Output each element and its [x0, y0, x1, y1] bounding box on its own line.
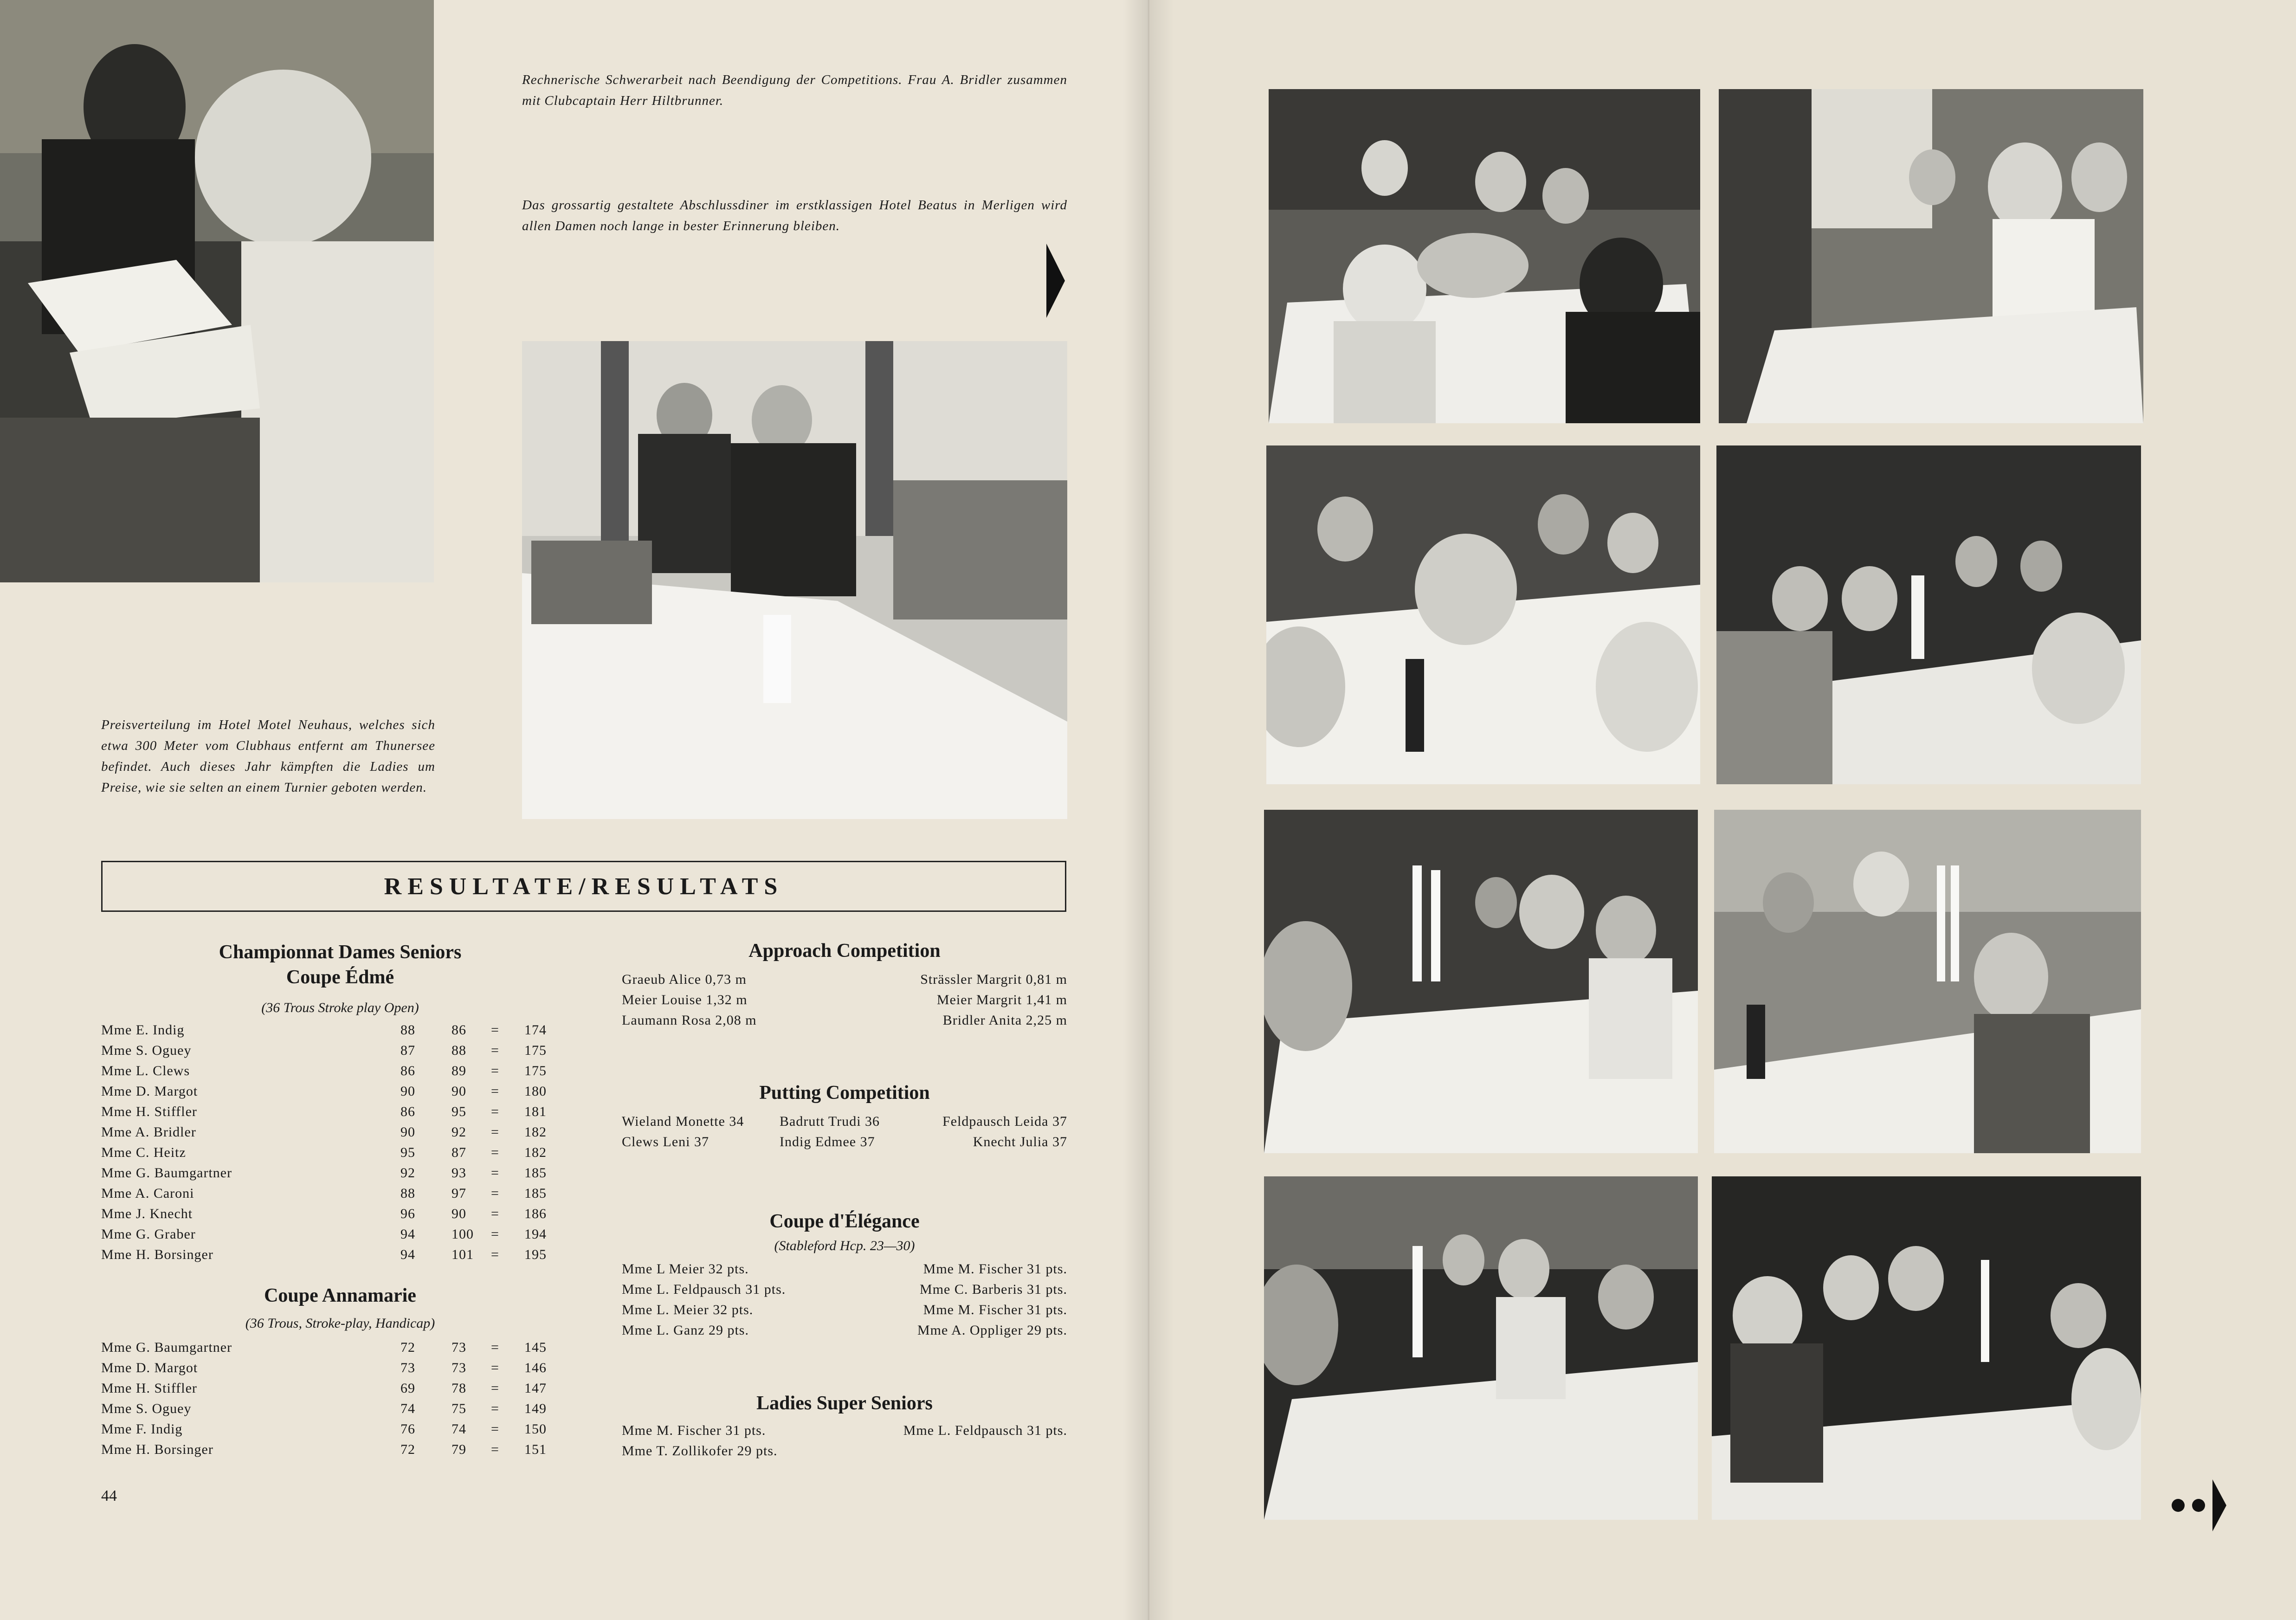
result-entry: Mme M. Fischer 31 pts.: [923, 1261, 1067, 1277]
player-name: Mme H. Stiffler: [101, 1104, 197, 1119]
score-row: [101, 1401, 547, 1421]
equals-sign: =: [491, 1247, 499, 1262]
round-2-score: 89: [451, 1063, 466, 1078]
score-row: [101, 1340, 547, 1360]
result-entry: Mme L. Feldpausch 31 pts.: [622, 1282, 786, 1297]
championnat-title: [101, 940, 579, 990]
total-score: 175: [524, 1043, 547, 1058]
player-name: Mme H. Borsinger: [101, 1247, 213, 1262]
round-2-score: 79: [451, 1442, 466, 1457]
elegance-subtitle: (Stableford Hcp. 23—30): [774, 1238, 915, 1253]
equals-sign: =: [491, 1421, 499, 1437]
round-2-score: 90: [451, 1206, 466, 1221]
result-entry: Clews Leni 37: [622, 1134, 709, 1149]
total-score: 195: [524, 1247, 547, 1262]
round-1-score: 73: [400, 1360, 415, 1375]
equals-sign: =: [491, 1401, 499, 1416]
score-row: [101, 1381, 547, 1401]
equals-sign: =: [491, 1206, 499, 1221]
page-number: 44: [101, 1487, 117, 1504]
round-2-score: 95: [451, 1104, 466, 1119]
result-row: [622, 972, 1067, 992]
score-row: [101, 1421, 547, 1442]
result-entry: Mme L. Ganz 29 pts.: [622, 1323, 749, 1338]
result-entry: Indig Edmee 37: [780, 1134, 875, 1149]
round-1-score: 87: [400, 1043, 415, 1058]
equals-sign: =: [491, 1084, 499, 1099]
result-entry: Badrutt Trudi 36: [780, 1114, 880, 1129]
total-score: 185: [524, 1165, 547, 1181]
photo-dinner-7: [1264, 1176, 1698, 1520]
round-1-score: 92: [400, 1165, 415, 1181]
round-2-score: 100: [451, 1226, 474, 1242]
round-1-score: 90: [400, 1124, 415, 1140]
dot-icon: [2192, 1499, 2205, 1512]
caption-dinner: Das grossartig gestaltete Abschlussdiner im erstklassigen Hotel Beatus in Merligen wird allen Damen noch lange in bester Erinnerung bleiben.: [522, 198, 1067, 233]
round-1-score: 95: [400, 1145, 415, 1160]
championnat-title-line1: Championnat Dames Seniors: [219, 942, 462, 963]
total-score: 182: [524, 1145, 547, 1160]
result-row: [622, 1013, 1067, 1033]
total-score: 147: [524, 1381, 547, 1396]
round-2-score: 73: [451, 1340, 466, 1355]
result-entry: Mme L. Meier 32 pts.: [622, 1302, 754, 1317]
total-score: 174: [524, 1022, 547, 1038]
player-name: Mme C. Heitz: [101, 1145, 186, 1160]
score-row: [101, 1247, 547, 1267]
equals-sign: =: [491, 1043, 499, 1058]
results-heading: RESULTATE/RESULTATS: [384, 873, 784, 900]
round-1-score: 94: [400, 1247, 415, 1262]
round-1-score: 72: [400, 1442, 415, 1457]
round-2-score: 88: [451, 1043, 466, 1058]
photo-dinner-2: [1719, 89, 2143, 423]
result-row: [622, 1443, 1067, 1464]
arrow-right-icon: [1046, 244, 1065, 318]
photo-dinner-8: [1712, 1176, 2141, 1520]
player-name: Mme L. Clews: [101, 1063, 190, 1078]
photo-dinner-4: [1716, 445, 2141, 784]
annamarie-score-list: [101, 1340, 547, 1462]
equals-sign: =: [491, 1360, 499, 1375]
round-2-score: 75: [451, 1401, 466, 1416]
total-score: 181: [524, 1104, 547, 1119]
annamarie-subtitle: (36 Trous, Stroke-play, Handicap): [245, 1316, 435, 1331]
total-score: 182: [524, 1124, 547, 1140]
total-score: 186: [524, 1206, 547, 1221]
score-row: [101, 1165, 547, 1186]
result-entry: Mme A. Oppliger 29 pts.: [917, 1323, 1067, 1338]
equals-sign: =: [491, 1381, 499, 1396]
player-name: Mme G. Baumgartner: [101, 1340, 232, 1355]
round-1-score: 90: [400, 1084, 415, 1099]
round-1-score: 88: [400, 1022, 415, 1038]
caption-calculation: Rechnerische Schwerarbeit nach Beendigung der Competitions. Frau A. Bridler zusammen mit Clubcaptain Herr Hiltbrunner.: [522, 72, 1067, 108]
equals-sign: =: [491, 1340, 499, 1355]
elegance-title: Coupe d'Élégance: [769, 1211, 920, 1232]
result-entry: Strässler Margrit 0,81 m: [920, 972, 1067, 987]
caption-prize-giving: Preisverteilung im Hotel Motel Neuhaus, welches sich etwa 300 Meter vom Clubhaus entfernt am Thunersee befindet. Auch dieses Jahr kämpften die Ladies um Preise, wie sie selten an einem Turnier geboten werden.: [101, 717, 435, 795]
result-entry: Mme L Meier 32 pts.: [622, 1261, 749, 1277]
score-row: [101, 1206, 547, 1226]
round-1-score: 86: [400, 1063, 415, 1078]
score-row: [101, 1124, 547, 1145]
score-row: [101, 1226, 547, 1247]
result-entry: Meier Louise 1,32 m: [622, 992, 748, 1007]
score-row: [101, 1145, 547, 1165]
approach-list: [622, 972, 1067, 1033]
round-2-score: 73: [451, 1360, 466, 1375]
result-row: [622, 1323, 1067, 1343]
equals-sign: =: [491, 1063, 499, 1078]
round-2-score: 93: [451, 1165, 466, 1181]
result-row: [622, 1282, 1067, 1302]
result-entry: Mme M. Fischer 31 pts.: [923, 1302, 1067, 1317]
championnat-score-list: [101, 1022, 547, 1267]
player-name: Mme G. Graber: [101, 1226, 196, 1242]
equals-sign: =: [491, 1104, 499, 1119]
photo-dinner-1: [1269, 89, 1700, 423]
score-row: [101, 1084, 547, 1104]
result-row: [622, 992, 1067, 1013]
player-name: Mme E. Indig: [101, 1022, 185, 1038]
player-name: Mme D. Margot: [101, 1084, 198, 1099]
equals-sign: =: [491, 1145, 499, 1160]
result-entry: Feldpausch Leida 37: [942, 1114, 1067, 1129]
results-heading-box: [101, 861, 1066, 912]
player-name: Mme G. Baumgartner: [101, 1165, 232, 1181]
super-seniors-list: [622, 1423, 1067, 1464]
approach-title: Approach Competition: [748, 940, 941, 962]
championnat-subtitle: (36 Trous Stroke play Open): [261, 1000, 419, 1015]
result-entry: Mme L. Feldpausch 31 pts.: [903, 1423, 1067, 1438]
result-entry: Mme T. Zollikofer 29 pts.: [622, 1443, 778, 1459]
continue-indicator: [2172, 1479, 2226, 1531]
score-row: [101, 1186, 547, 1206]
result-row: [622, 1302, 1067, 1323]
round-2-score: 87: [451, 1145, 466, 1160]
round-1-score: 76: [400, 1421, 415, 1437]
result-row: [622, 1423, 1067, 1443]
dot-icon: [2172, 1499, 2185, 1512]
annamarie-title: Coupe Annamarie: [264, 1285, 416, 1306]
score-row: [101, 1442, 547, 1462]
result-row: [622, 1134, 1067, 1155]
photo-dinner-5: [1264, 810, 1698, 1153]
total-score: 151: [524, 1442, 547, 1457]
round-1-score: 88: [400, 1186, 415, 1201]
player-name: Mme D. Margot: [101, 1360, 198, 1375]
putting-title: Putting Competition: [759, 1082, 930, 1104]
result-entry: Mme C. Barberis 31 pts.: [920, 1282, 1067, 1297]
player-name: Mme F. Indig: [101, 1421, 183, 1437]
round-2-score: 92: [451, 1124, 466, 1140]
equals-sign: =: [491, 1226, 499, 1242]
result-entry: Bridler Anita 2,25 m: [942, 1013, 1067, 1028]
result-entry: Laumann Rosa 2,08 m: [622, 1013, 757, 1028]
round-1-score: 72: [400, 1340, 415, 1355]
equals-sign: =: [491, 1022, 499, 1038]
score-row: [101, 1022, 547, 1043]
photo-score-review: [0, 0, 434, 582]
round-1-score: 74: [400, 1401, 415, 1416]
total-score: 194: [524, 1226, 547, 1242]
total-score: 146: [524, 1360, 547, 1375]
result-row: [622, 1261, 1067, 1282]
right-page: [1148, 0, 2296, 1620]
score-row: [101, 1043, 547, 1063]
equals-sign: =: [491, 1186, 499, 1201]
round-1-score: 86: [400, 1104, 415, 1119]
result-entry: Graeub Alice 0,73 m: [622, 972, 747, 987]
score-row: [101, 1360, 547, 1381]
putting-list: [622, 1114, 1067, 1155]
result-entry: Meier Margrit 1,41 m: [936, 992, 1067, 1007]
result-entry: Knecht Julia 37: [973, 1134, 1067, 1149]
equals-sign: =: [491, 1165, 499, 1181]
result-row: [622, 1114, 1067, 1134]
total-score: 185: [524, 1186, 547, 1201]
total-score: 149: [524, 1401, 547, 1416]
round-2-score: 78: [451, 1381, 466, 1396]
result-entry: Wieland Monette 34: [622, 1114, 744, 1129]
score-row: [101, 1104, 547, 1124]
total-score: 175: [524, 1063, 547, 1078]
equals-sign: =: [491, 1442, 499, 1457]
player-name: Mme J. Knecht: [101, 1206, 193, 1221]
photo-dinner-3: [1266, 445, 1700, 784]
book-gutter: [1123, 0, 1174, 1620]
photo-prize-table: [522, 341, 1067, 819]
score-row: [101, 1063, 547, 1084]
arrow-right-icon: [2212, 1479, 2226, 1531]
player-name: Mme H. Stiffler: [101, 1381, 197, 1396]
round-2-score: 86: [451, 1022, 466, 1038]
round-1-score: 69: [400, 1381, 415, 1396]
player-name: Mme S. Oguey: [101, 1043, 192, 1058]
super-seniors-title: Ladies Super Seniors: [756, 1393, 933, 1414]
equals-sign: =: [491, 1124, 499, 1140]
round-2-score: 90: [451, 1084, 466, 1099]
total-score: 180: [524, 1084, 547, 1099]
photo-dinner-6: [1714, 810, 2141, 1153]
player-name: Mme A. Caroni: [101, 1186, 194, 1201]
total-score: 145: [524, 1340, 547, 1355]
result-entry: Mme M. Fischer 31 pts.: [622, 1423, 766, 1438]
championnat-title-line2: Coupe Édmé: [286, 967, 394, 988]
round-1-score: 94: [400, 1226, 415, 1242]
total-score: 150: [524, 1421, 547, 1437]
round-2-score: 101: [451, 1247, 474, 1262]
round-2-score: 74: [451, 1421, 466, 1437]
elegance-list: [622, 1261, 1067, 1343]
player-name: Mme S. Oguey: [101, 1401, 192, 1416]
player-name: Mme A. Bridler: [101, 1124, 196, 1140]
round-2-score: 97: [451, 1186, 466, 1201]
round-1-score: 96: [400, 1206, 415, 1221]
player-name: Mme H. Borsinger: [101, 1442, 213, 1457]
